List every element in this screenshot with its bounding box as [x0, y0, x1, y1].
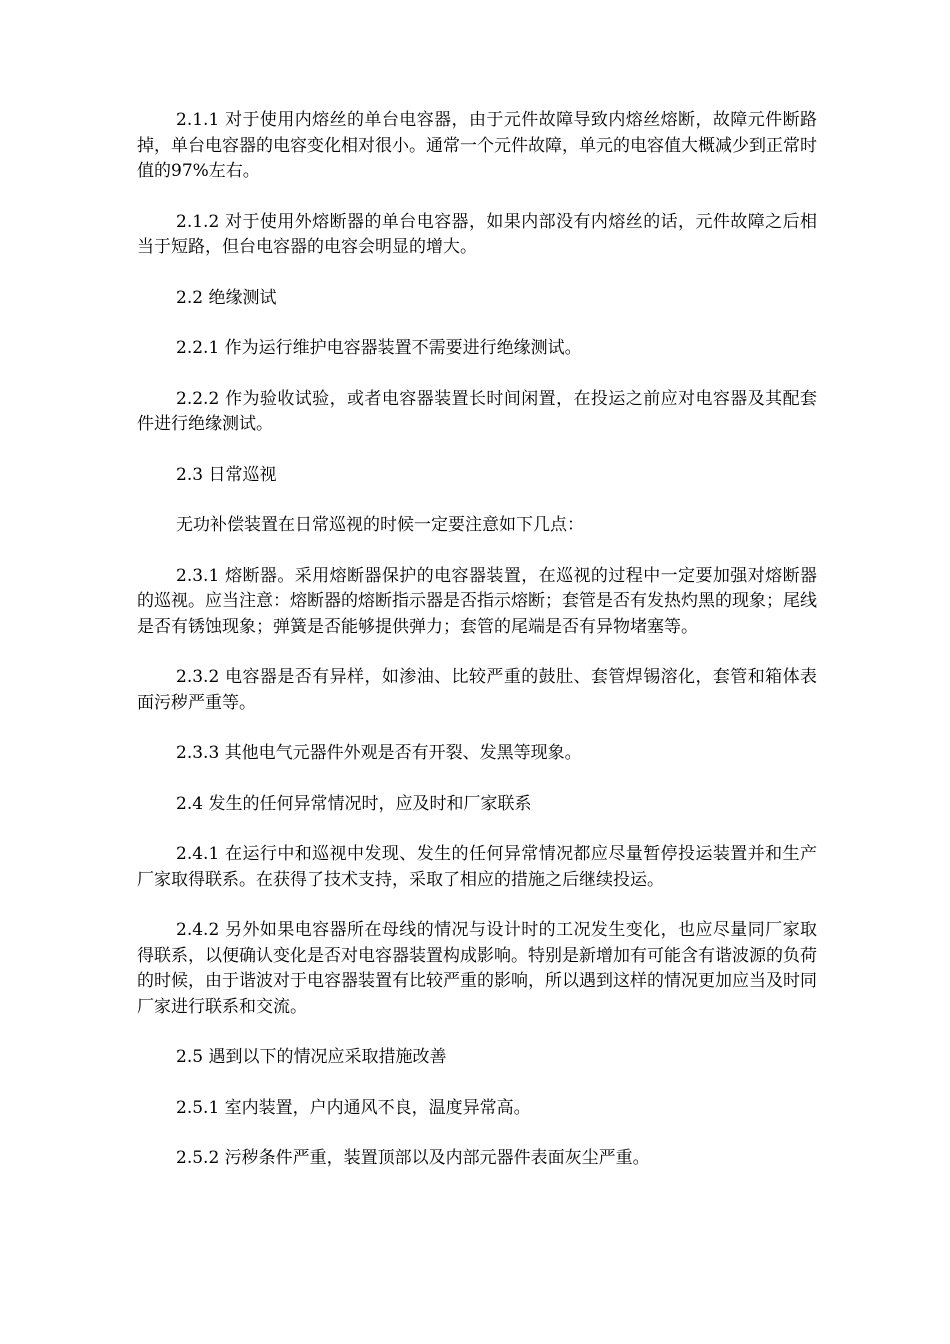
paragraph-2-1-1: 2.1.1 对于使用内熔丝的单台电容器，由于元件故障导致内熔丝熔断，故障元件断路掉，单台电容器的电容变化相对很小。通常一个元件故障，单元的电容值大概减少到正常时值的97%左右。	[137, 110, 817, 181]
paragraph-2-2-1: 2.2.1 作为运行维护电容器装置不需要进行绝缘测试。	[176, 338, 582, 358]
paragraph-2-4-2: 2.4.2 另外如果电容器所在母线的情况与设计时的工况发生变化，也应尽量同厂家取得联系，以便确认变化是否对电容器装置构成影响。特别是新增加有可能含有谐波源的负荷的时候，由于谐波对于电容器装置有比较严重的影响，所以遇到这样的情况更加应当及时同厂家进行联系和交流。	[137, 920, 817, 1017]
section-heading-2-2: 2.2 绝缘测试	[176, 287, 277, 308]
paragraph-2-3-3: 2.3.3 其他电气元器件外观是否有开裂、发黑等现象。	[176, 743, 582, 763]
paragraph-2-5-1: 2.5.1 室内装置，户内通风不良，温度异常高。	[176, 1097, 531, 1118]
paragraph-2-4-1: 2.4.1 在运行中和巡视中发现、发生的任何异常情况都应尽量暂停投运装置并和生产厂家取得联系。在获得了技术支持，采取了相应的措施之后继续投运。	[137, 844, 817, 890]
document-body	[137, 108, 817, 1197]
paragraph-2-5-2: 2.5.2 污秽条件严重，装置顶部以及内部元器件表面灰尘严重。	[176, 1148, 650, 1168]
paragraph-2-3-intro: 无功补偿装置在日常巡视的时候一定要注意如下几点：	[176, 515, 584, 535]
paragraph-2-1-2: 2.1.2 对于使用外熔断器的单台电容器，如果内部没有内熔丝的话，元件故障之后相当于短路，但台电容器的电容会明显的增大。	[137, 211, 817, 257]
paragraph-2-3-1: 2.3.1 熔断器。采用熔断器保护的电容器装置，在巡视的过程中一定要加强对熔断器的巡视。应当注意：熔断器的熔断指示器是否指示熔断；套管是否有发热灼黑的现象；尾线是否有锈蚀现象；弹簧是否能够提供弹力；套管的尾端是否有异物堵塞等。	[137, 565, 817, 637]
paragraph-2-3-2: 2.3.2 电容器是否有异样，如渗油、比较严重的鼓肚、套管焊锡溶化，套管和箱体表面污秽严重等。	[137, 667, 817, 713]
section-heading-2-4: 2.4 发生的任何异常情况时，应及时和厂家联系	[176, 793, 532, 814]
section-heading-2-5: 2.5 遇到以下的情况应采取措施改善	[176, 1047, 447, 1067]
paragraph-2-2-2: 2.2.2 作为验收试验，或者电容器装置长时间闲置，在投运之前应对电容器及其配套件进行绝缘测试。	[137, 388, 817, 434]
section-heading-2-3: 2.3 日常巡视	[176, 464, 277, 485]
